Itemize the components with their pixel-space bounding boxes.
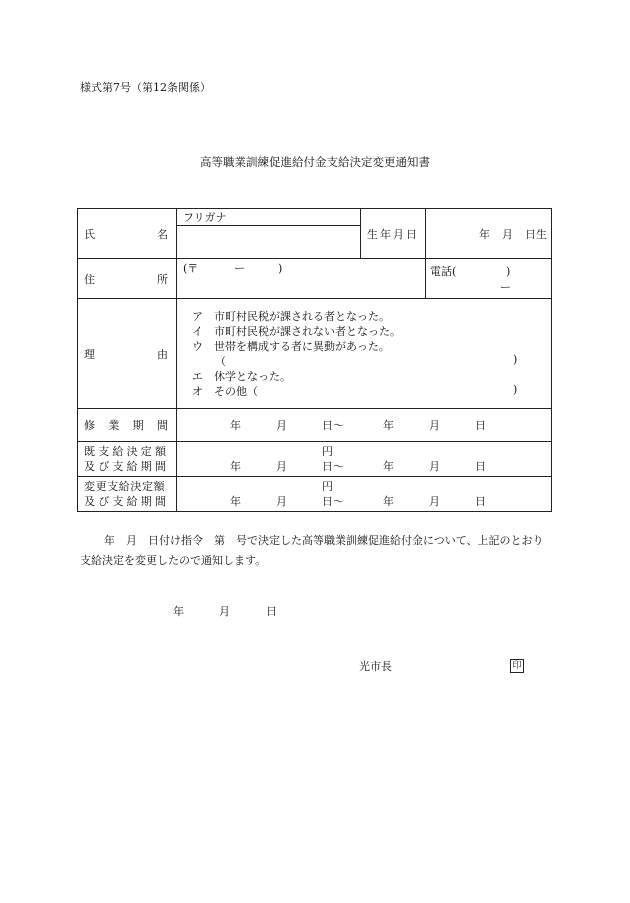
document-title: 高等職業訓練促進給付金支給決定変更通知書 [200,155,430,169]
address-field[interactable]: (〒 ー ) [177,259,426,299]
name-field[interactable] [177,226,361,259]
furigana-label: フリガナ [183,211,227,224]
phone-field[interactable]: 電話( ) ー [426,259,552,299]
reason-option-i[interactable]: イ 市町村民税が課されない者となった。 [192,325,401,338]
existing-amount-field[interactable]: 円 年 月 日〜 年 月 日 [177,442,552,477]
notice-body-text: 年 月 日付け指令 第 号で決定した高等職業訓練促進給付金について、上記のとおり支給決定を変更したので通知します。 [80,534,544,567]
dob-label: 生年月日 [367,227,419,241]
dob-value-cell: 年 月 日生 [426,209,552,259]
form-number: 様式第7号（第12条関係） [80,81,211,94]
study-period-field[interactable]: 年 月 日〜 年 月 日 [177,409,552,442]
furigana-cell [177,209,361,226]
reason-options: ア 市町村民税が課される者となった。 イ 市町村民税が課されない者となった。 ウ 世帯を構成する者に異動があった。 （ エ 休学となった。 オ その他（ ) ) [177,299,552,409]
dob-label-cell [361,209,426,259]
notice-form-table [77,208,552,512]
reason-option-o[interactable]: オ その他（ [192,385,258,398]
reason-label-cell: 理 由 [78,299,177,409]
existing-amount-label-cell: 既支給決定額 及び支給期間 [78,442,177,477]
changed-amount-label-cell: 変更支給決定額 及び支給期間 [78,477,177,512]
changed-amount-field[interactable]: 円 年 月 日〜 年 月 日 [177,477,552,512]
date-month: 月 [219,605,230,618]
reason-option-u[interactable]: ウ 世帯を構成する者に異動があった。 [192,340,390,353]
seal-mark: 印 [510,659,524,673]
name-label-cell: 氏 名 [78,209,177,259]
study-period-label-cell: 修 業 期 間 [78,409,177,442]
date-year: 年 [173,605,184,618]
reason-option-u-detail[interactable]: （ [215,355,226,368]
issuer-name: 光市長 [359,660,392,673]
address-label-cell: 住 所 [78,259,177,299]
reason-option-e[interactable]: エ 休学となった。 [192,370,291,383]
reason-option-a[interactable]: ア 市町村民税が課される者となった。 [192,310,390,323]
date-day: 日 [266,605,277,618]
phone-label: 電話( [430,265,457,278]
